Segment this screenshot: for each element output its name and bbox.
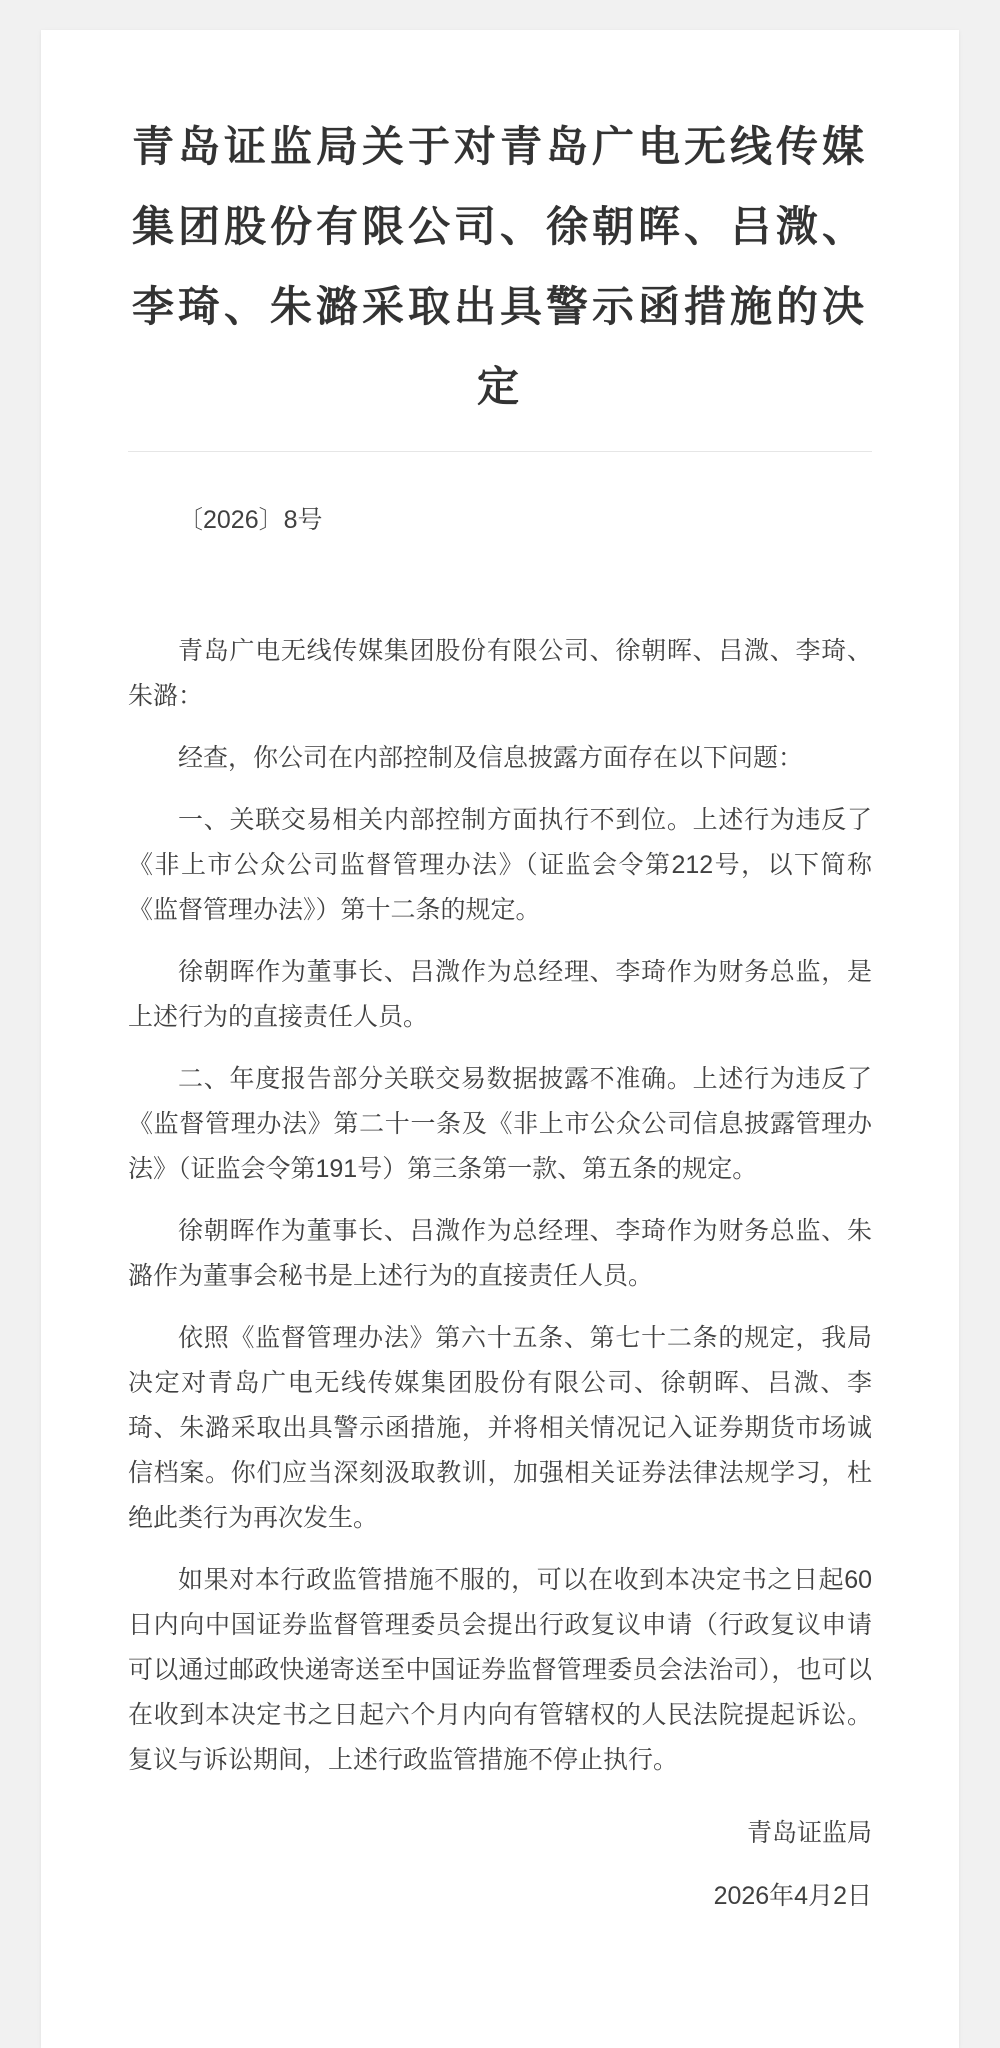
document-title: 青岛证监局关于对青岛广电无线传媒集团股份有限公司、徐朝晖、吕溦、李琦、朱潞采取出具警示函措施的决定 (131, 123, 868, 410)
article-card (41, 30, 959, 2048)
paragraph-decision: 依照《监督管理办法》第六十五条、第七十二条的规定，我局决定对青岛广电无线传媒集团股份有限公司、徐朝晖、吕溦、李琦、朱潞采取出具警示函措施，并将相关情况记入证券期货市场诚信档案。你们应当深刻汲取教训，加强相关证券法律法规学习，杜绝此类行为再次发生。 (128, 1324, 872, 1532)
document-body (128, 629, 872, 1919)
paragraph-issue-1: 一、关联交易相关内部控制方面执行不到位。上述行为违反了《非上市公众公司监督管理办法》（证监会令第212号，以下简称《监督管理办法》）第十二条的规定。 (128, 806, 872, 924)
paragraph-responsibility-2: 徐朝晖作为董事长、吕溦作为总经理、李琦作为财务总监、朱潞作为董事会秘书是上述行为的直接责任人员。 (128, 1217, 872, 1290)
sign-date: 2026年4月2日 (713, 1882, 872, 1910)
paragraph-recipients: 青岛广电无线传媒集团股份有限公司、徐朝晖、吕溦、李琦、朱潞： (128, 637, 872, 710)
paragraph-issue-2: 二、年度报告部分关联交易数据披露不准确。上述行为违反了《监督管理办法》第二十一条及《非上市公众公司信息披露管理办法》（证监会令第191号）第三条第一款、第五条的规定。 (128, 1065, 872, 1183)
paragraph-responsibility-1: 徐朝晖作为董事长、吕溦作为总经理、李琦作为财务总监，是上述行为的直接责任人员。 (128, 958, 872, 1031)
title-divider (128, 451, 872, 452)
signature: 青岛证监局 (746, 1819, 872, 1847)
paragraph-intro: 经查，你公司在内部控制及信息披露方面存在以下问题： (178, 744, 804, 772)
paragraph-appeal: 如果对本行政监管措施不服的，可以在收到本决定书之日起60日内向中国证券监督管理委员会提出行政复议申请（行政复议申请可以通过邮政快递寄送至中国证券监督管理委员会法治司），也可以在收到本决定书之日起六个月内向有管辖权的人民法院提起诉讼。复议与诉讼期间，上述行政监管措施不停止执行。 (128, 1566, 872, 1774)
doc-number: 〔2026〕8号 (178, 506, 323, 534)
